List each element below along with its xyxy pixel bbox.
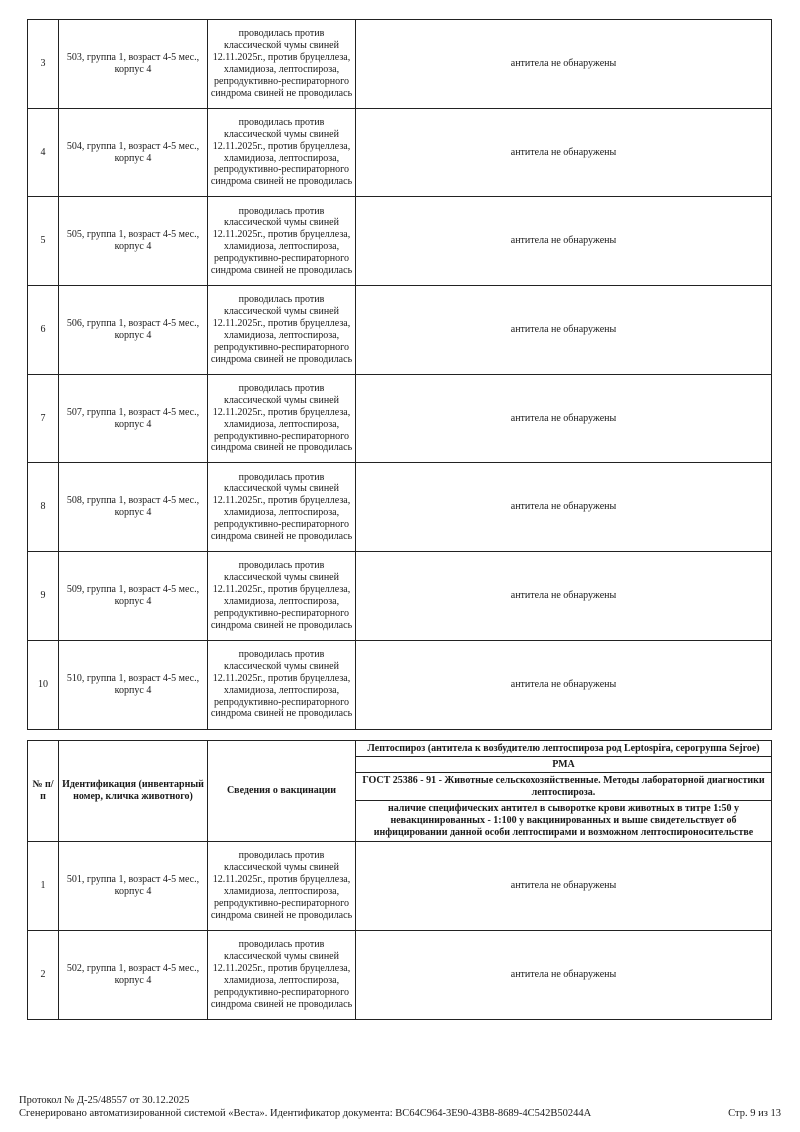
- table-row: [28, 197, 772, 286]
- vaccination-info: проводилась против классической чумы свиней 12.11.2025г., против бруцеллеза, хламидиоза, лептоспироза, репродуктивно-респираторного синдрома свиней не проводилась: [208, 842, 356, 931]
- row-number: 10: [28, 640, 59, 729]
- test-result: антитела не обнаружены: [356, 463, 772, 552]
- vaccination-info: проводилась против классической чумы свиней 12.11.2025г., против бруцеллеза, хламидиоза, лептоспироза, репродуктивно-респираторного синдрома свиней не проводилась: [208, 640, 356, 729]
- row-number: 8: [28, 463, 59, 552]
- vaccination-info: проводилась против классической чумы свиней 12.11.2025г., против бруцеллеза, хламидиоза, лептоспироза, репродуктивно-респираторного синдрома свиней не проводилась: [208, 463, 356, 552]
- leptospirosis-results-table: [27, 740, 772, 1020]
- vaccination-info: проводилась против классической чумы свиней 12.11.2025г., против бруцеллеза, хламидиоза, лептоспироза, репродуктивно-респираторного синдрома свиней не проводилась: [208, 197, 356, 286]
- vaccination-info: проводилась против классической чумы свиней 12.11.2025г., против бруцеллеза, хламидиоза, лептоспироза, репродуктивно-респираторного синдрома свиней не проводилась: [208, 374, 356, 463]
- animal-identification: 503, группа 1, возраст 4-5 мес., корпус 4: [59, 20, 208, 109]
- animal-identification: 502, группа 1, возраст 4-5 мес., корпус 4: [59, 931, 208, 1020]
- test-result: антитела не обнаружены: [356, 374, 772, 463]
- table-row: [28, 20, 772, 109]
- test-result: антитела не обнаружены: [356, 286, 772, 375]
- animal-identification: 510, группа 1, возраст 4-5 мес., корпус 4: [59, 640, 208, 729]
- header-vaccination: Сведения о вакцинации: [208, 741, 356, 842]
- test-result: антитела не обнаружены: [356, 640, 772, 729]
- row-number: 1: [28, 842, 59, 931]
- test-result: антитела не обнаружены: [356, 842, 772, 931]
- page-number: Стр. 9 из 13: [728, 1108, 781, 1119]
- header-number: № п/п: [28, 741, 59, 842]
- vaccination-info: проводилась против классической чумы свиней 12.11.2025г., против бруцеллеза, хламидиоза, лептоспироза, репродуктивно-респираторного синдрома свиней не проводилась: [208, 108, 356, 197]
- footer-generated-line: [19, 1107, 781, 1120]
- document-identifier: Сгенерировано автоматизированной системой «Веста». Идентификатор документа: BC64C964-3E90-43B8-8689-4C542B50244A: [19, 1108, 592, 1119]
- animal-identification: 509, группа 1, возраст 4-5 мес., корпус 4: [59, 552, 208, 641]
- row-number: 7: [28, 374, 59, 463]
- header-standard: ГОСТ 25386 - 91 - Животные сельскохозяйственные. Методы лабораторной диагностики лептоспироза.: [356, 773, 772, 801]
- row-number: 9: [28, 552, 59, 641]
- animal-identification: 508, группа 1, возраст 4-5 мес., корпус 4: [59, 463, 208, 552]
- header-norm: наличие специфических антител в сыворотке крови животных в титре 1:50 у невакцинированных - 1:100 у вакцинированных и выше свидетельствует об инфицировании данной особи лептоспирами и возможном лептоспироносительстве: [356, 801, 772, 842]
- row-number: 5: [28, 197, 59, 286]
- test-result: антитела не обнаружены: [356, 108, 772, 197]
- animal-identification: 501, группа 1, возраст 4-5 мес., корпус 4: [59, 842, 208, 931]
- header-method: РМА: [356, 757, 772, 773]
- vaccination-info: проводилась против классической чумы свиней 12.11.2025г., против бруцеллеза, хламидиоза, лептоспироза, репродуктивно-респираторного синдрома свиней не проводилась: [208, 552, 356, 641]
- row-number: 6: [28, 286, 59, 375]
- table-row: [28, 286, 772, 375]
- header-disease: Лептоспироз (антитела к возбудителю лептоспироза род Leptospira, серогруппа Sejroe): [356, 741, 772, 757]
- table-row: [28, 931, 772, 1020]
- test-result: антитела не обнаружены: [356, 931, 772, 1020]
- table-row: [28, 463, 772, 552]
- animal-identification: 507, группа 1, возраст 4-5 мес., корпус 4: [59, 374, 208, 463]
- test-result: антитела не обнаружены: [356, 552, 772, 641]
- animal-identification: 505, группа 1, возраст 4-5 мес., корпус 4: [59, 197, 208, 286]
- vaccination-info: проводилась против классической чумы свиней 12.11.2025г., против бруцеллеза, хламидиоза, лептоспироза, репродуктивно-респираторного синдрома свиней не проводилась: [208, 286, 356, 375]
- animal-identification: 506, группа 1, возраст 4-5 мес., корпус 4: [59, 286, 208, 375]
- vaccination-info: проводилась против классической чумы свиней 12.11.2025г., против бруцеллеза, хламидиоза, лептоспироза, репродуктивно-респираторного синдрома свиней не проводилась: [208, 20, 356, 109]
- test-result: антитела не обнаружены: [356, 197, 772, 286]
- protocol-number: Протокол № Д-25/48557 от 30.12.2025: [19, 1095, 190, 1106]
- table-row: [28, 640, 772, 729]
- animal-identification: 504, группа 1, возраст 4-5 мес., корпус 4: [59, 108, 208, 197]
- vaccination-info: проводилась против классической чумы свиней 12.11.2025г., против бруцеллеза, хламидиоза, лептоспироза, репродуктивно-респираторного синдрома свиней не проводилась: [208, 931, 356, 1020]
- table-row: [28, 374, 772, 463]
- table-row: [28, 108, 772, 197]
- row-number: 4: [28, 108, 59, 197]
- header-identification: Идентификация (инвентарный номер, кличка животного): [59, 741, 208, 842]
- row-number: 2: [28, 931, 59, 1020]
- results-table-continued: [27, 19, 772, 730]
- row-number: 3: [28, 20, 59, 109]
- table-row: [28, 552, 772, 641]
- test-result: антитела не обнаружены: [356, 20, 772, 109]
- table-row: [28, 842, 772, 931]
